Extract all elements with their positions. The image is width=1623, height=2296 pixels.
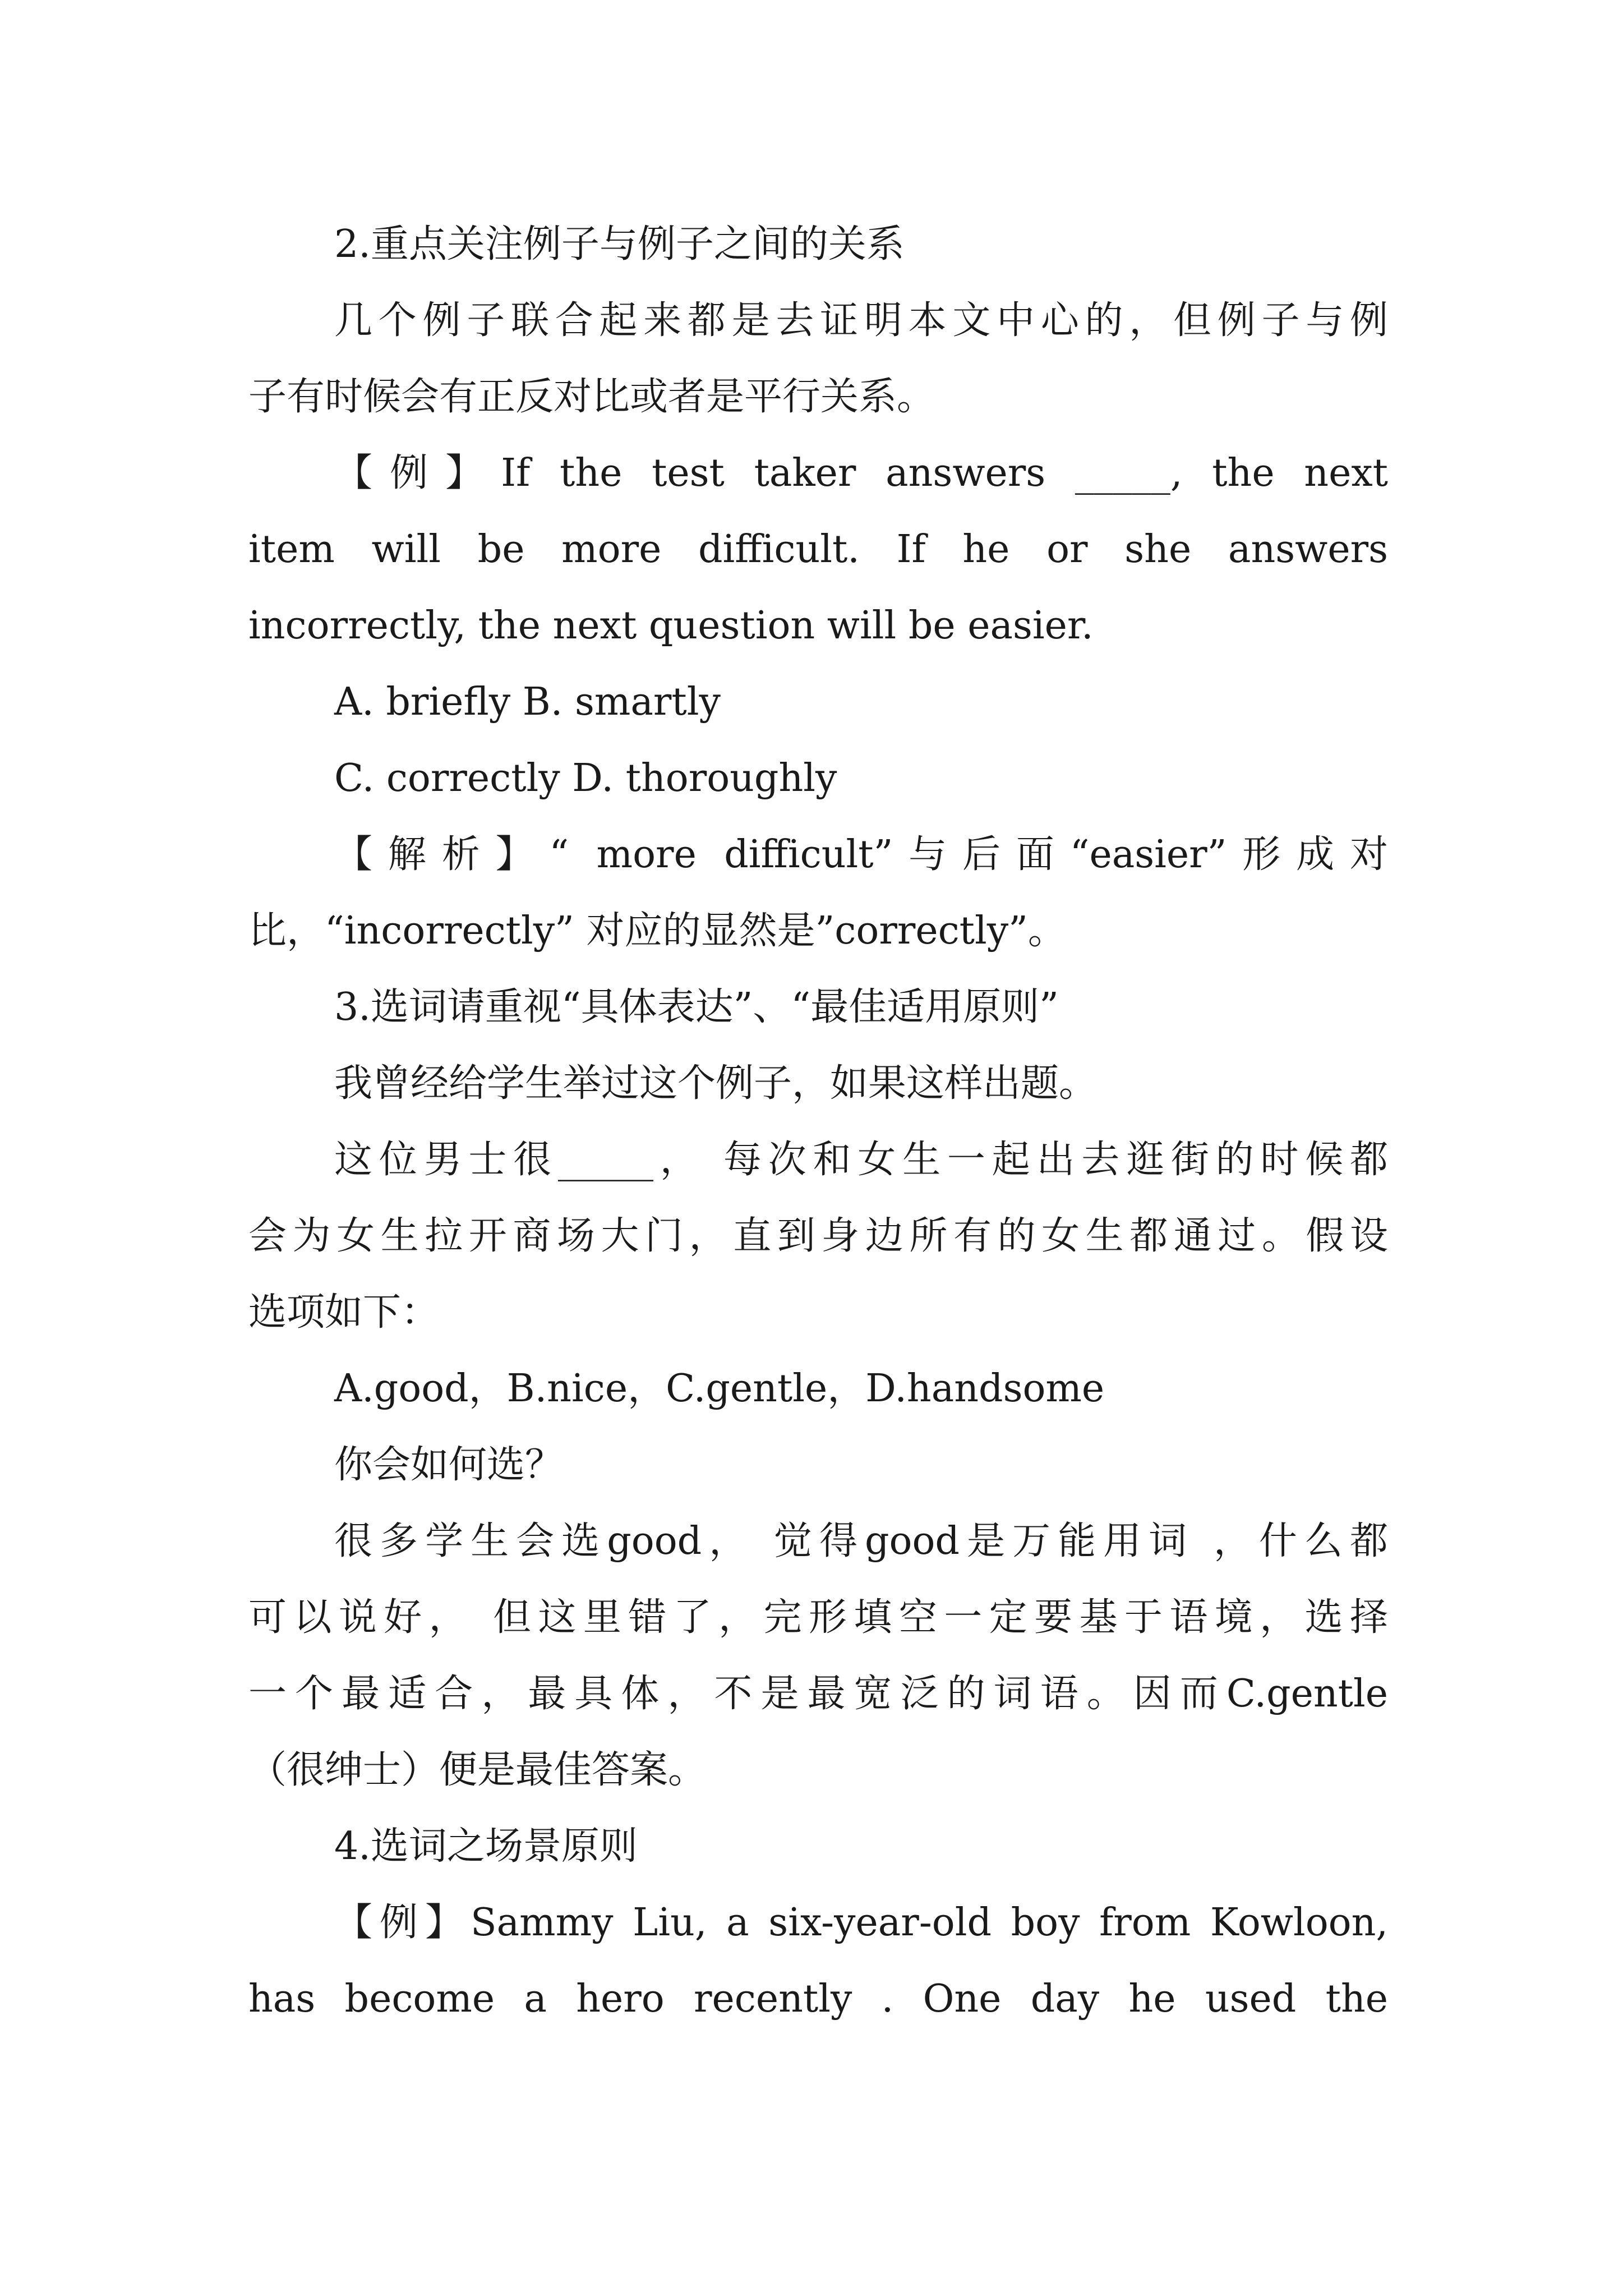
paragraph-line: 可以说好， 但这里错了，完形填空一定要基于语境，选择: [248, 1595, 1388, 1640]
option-line: A.good，B.nice，C.gentle，D.handsome: [334, 1366, 1105, 1411]
paragraph-line: 很多学生会选good， 觉得good是万能用词 ，什么都: [334, 1519, 1388, 1563]
option-line: A. briefly B. smartly: [334, 680, 721, 724]
paragraph-line: 会为女生拉开商场大门，直到身边所有的女生都通过。假设: [248, 1214, 1388, 1258]
example-line: incorrectly, the next question will be easier.: [248, 604, 1094, 648]
paragraph-line: 子有时候会有正反对比或者是平行关系。: [248, 375, 935, 419]
paragraph-line: 这位男士很_____， 每次和女生一起出去逛街的时候都: [334, 1138, 1388, 1182]
analysis-line: 【解析】“ more difficult”与后面“easier”形成对: [334, 832, 1388, 877]
paragraph-line: 你会如何选？: [334, 1443, 564, 1487]
section-heading-3: 3.选词请重视“具体表达”、“最佳适用原则”: [334, 985, 1059, 1029]
paragraph-line: 选项如下：: [248, 1290, 440, 1335]
section-heading-2: 2.重点关注例子与例子之间的关系: [334, 222, 905, 266]
paragraph-line: 几个例子联合起来都是去证明本文中心的，但例子与例: [334, 298, 1388, 343]
paragraph-line: （很绅士）便是最佳答案。: [248, 1748, 707, 1792]
analysis-line: 比，“incorrectly” 对应的显然是”correctly”。: [248, 909, 1066, 953]
paragraph-line: 我曾经给学生举过这个例子，如果这样出题。: [334, 1061, 1098, 1106]
example-line: 【例】Sammy Liu, a six-year-old boy from Kowloon,: [334, 1901, 1388, 1945]
paragraph-line: 一个最适合，最具体，不是最宽泛的词语。因而C.gentle: [248, 1672, 1388, 1716]
section-heading-4: 4.选词之场景原则: [334, 1824, 638, 1869]
option-line: C. correctly D. thoroughly: [334, 756, 837, 800]
example-line: has become a hero recently . One day he used the: [248, 1977, 1388, 2021]
example-line: item will be more difficult. If he or she answers: [248, 527, 1388, 572]
example-line: 【例】If the test taker answers _____, the next: [334, 451, 1388, 495]
